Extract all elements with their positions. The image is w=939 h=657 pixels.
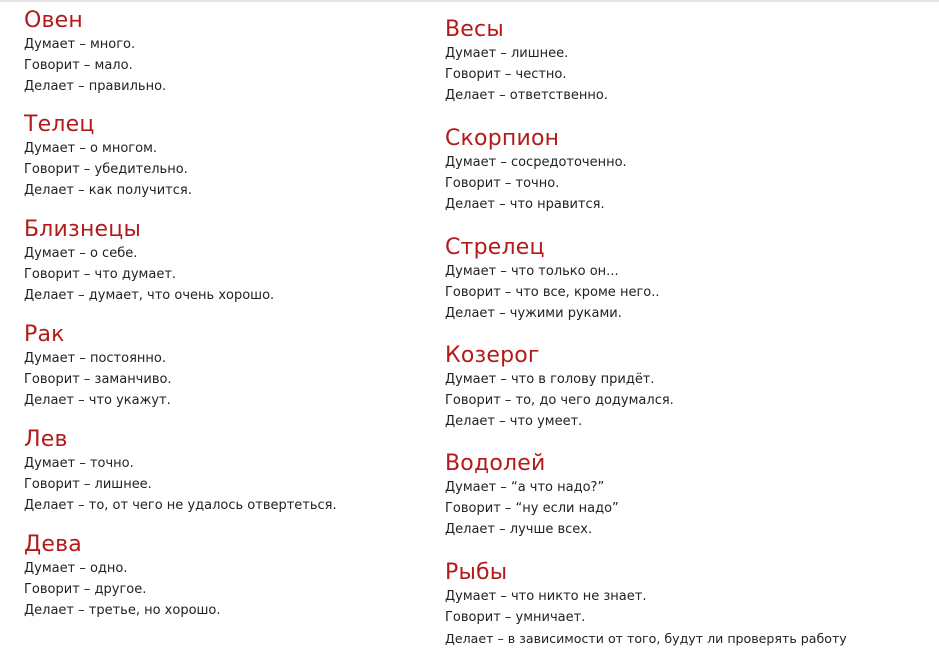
sign-does-line: Делает – правильно. [24,79,167,94]
sign-says-line: Говорит – мало. [24,58,133,73]
sign-does-line: Делает – чужими руками. [445,306,622,321]
sign-name-capricorn: Козерог [445,343,540,368]
sign-says-line: Говорит – что все, кроме него.. [445,285,660,300]
sign-thinks-line: Думает – о многом. [24,141,158,156]
sign-block-sagittarius [445,235,660,324]
sign-name-aries: Овен [24,8,84,33]
sign-block-aquarius [445,451,619,540]
sign-thinks-line: Думает – сосредоточенно. [445,155,627,170]
sign-does-line: Делает – что нравится. [445,197,605,212]
sign-says-line: Говорит – точно. [445,176,560,191]
sign-name-taurus: Телец [24,112,95,137]
sign-name-gemini: Близнецы [24,217,142,242]
sign-does-line: Делает – в зависимости от того, будут ли проверять работу [445,631,847,646]
sign-thinks-line: Думает – много. [24,37,136,52]
sign-says-line: Говорит – лишнее. [24,477,152,492]
sign-thinks-line: Думает – лишнее. [445,46,569,61]
sign-block-libra [445,17,608,106]
sign-does-line: Делает – думает, что очень хорошо. [24,288,275,303]
sign-block-virgo [24,532,221,621]
top-divider [0,0,939,2]
sign-name-virgo: Дева [24,532,82,557]
sign-thinks-line: Думает – точно. [24,456,134,471]
sign-thinks-line: Думает – “а что надо?” [445,480,605,495]
sign-does-line: Делает – ответственно. [445,88,608,103]
sign-block-scorpio [445,126,627,215]
sign-does-line: Делает – как получится. [24,183,192,198]
sign-thinks-line: Думает – что только он... [445,264,619,279]
sign-thinks-line: Думает – о себе. [24,246,138,261]
sign-name-libra: Весы [445,17,504,42]
sign-name-cancer: Рак [24,322,65,347]
sign-does-line: Делает – что умеет. [445,414,583,429]
sign-does-line: Делает – то, от чего не удалось отвертеться. [24,498,337,513]
sign-block-capricorn [445,343,674,432]
sign-says-line: Говорит – “ну если надо” [445,501,619,516]
sign-says-line: Говорит – умничает. [445,610,586,625]
sign-says-line: Говорит – заманчиво. [24,372,172,387]
sign-says-line: Говорит – то, до чего додумался. [445,393,674,408]
sign-says-line: Говорит – убедительно. [24,162,188,177]
sign-thinks-line: Думает – одно. [24,561,128,576]
sign-says-line: Говорит – что думает. [24,267,177,282]
sign-thinks-line: Думает – что в голову придёт. [445,372,655,387]
sign-block-pisces [445,560,847,649]
sign-name-sagittarius: Стрелец [445,235,545,260]
sign-name-aquarius: Водолей [445,451,546,476]
sign-name-leo: Лев [24,427,68,452]
sign-thinks-line: Думает – что никто не знает. [445,589,647,604]
sign-name-pisces: Рыбы [445,560,508,585]
sign-does-line: Делает – что укажут. [24,393,171,408]
sign-says-line: Говорит – другое. [24,582,147,597]
sign-thinks-line: Думает – постоянно. [24,351,166,366]
sign-block-taurus [24,112,192,201]
sign-block-cancer [24,322,172,411]
sign-says-line: Говорит – честно. [445,67,567,82]
sign-block-aries [24,8,166,97]
sign-does-line: Делает – третье, но хорошо. [24,603,221,618]
sign-does-line: Делает – лучше всех. [445,522,593,537]
sign-block-leo [24,427,337,516]
sign-name-scorpio: Скорпион [445,126,560,151]
sign-block-gemini [24,217,274,306]
